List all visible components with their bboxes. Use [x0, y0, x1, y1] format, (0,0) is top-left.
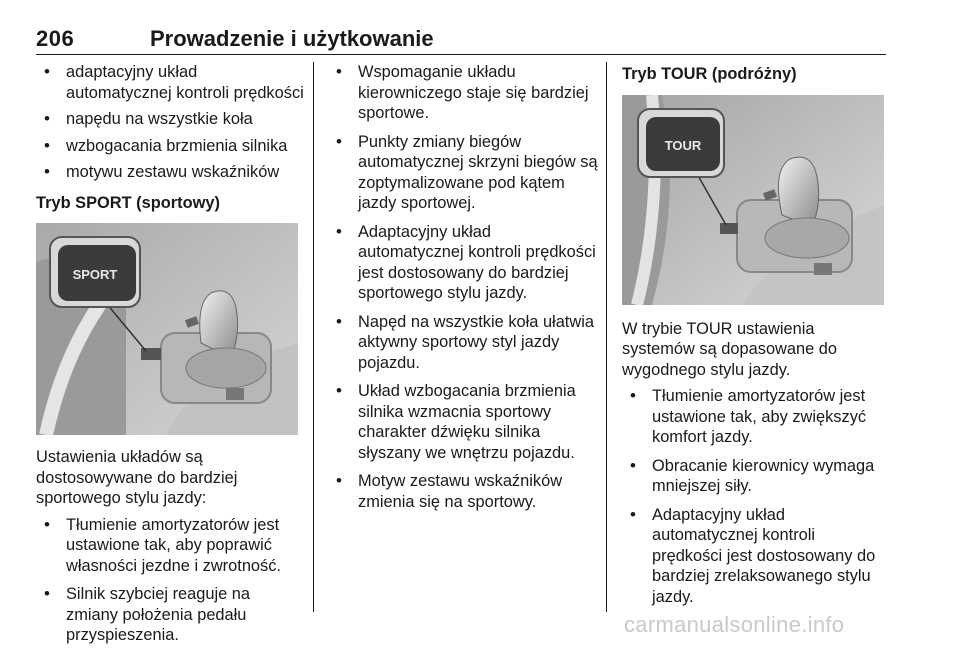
chapter-title: Prowadzenie i użytkowanie [150, 26, 434, 51]
list-item: • Obracanie kierownicy wymaga mniejszej siły. [622, 456, 888, 497]
tour-button-label: TOUR [664, 137, 702, 153]
sport-button-illustration [36, 223, 298, 435]
tour-mode-heading: Tryb TOUR (podróżny) [622, 65, 797, 83]
list-item: • Wspomaganie układu kierowniczego staje się bardziej sportowe. [328, 62, 598, 124]
list-item: • wzbogacania brzmienia silnika [36, 136, 304, 157]
list-item: • Adaptacyjny układ automatycznej kontroli prędkości jest dostosowany do bardziej sportowego stylu jazdy. [328, 222, 598, 304]
tour-console-drawing [622, 95, 884, 305]
list-item: • Motyw zestawu wskaźników zmienia się na sportowy. [328, 471, 598, 512]
sport-button-label: SPORT [72, 267, 118, 282]
list-item: • Tłumienie amortyzatorów jest ustawione tak, aby zwiększyć komfort jazdy. [622, 386, 888, 448]
list-item: • Tłumienie amortyzatorów jest ustawione tak, aby poprawić własności jezdne i zwrotność. [36, 515, 304, 577]
tour-bullet-list [622, 386, 888, 607]
page-number: 206 [36, 26, 75, 51]
list-item: • motywu zestawu wskaźników [36, 162, 304, 183]
list-item: • Układ wzbogacania brzmienia silnika wzmacnia sportowy charakter dźwięku silnika słyszany we wnętrzu pojazdu. [328, 381, 598, 463]
list-item: • Punkty zmiany biegów automatycznej skrzyni biegów są zoptymalizowane pod kątem jazdy sportowej. [328, 132, 598, 214]
tour-intro-text: W trybie TOUR ustawienia systemów są dopasowane do wygodnego stylu jazdy. [622, 319, 838, 379]
column-divider [606, 62, 607, 612]
list-item: • Napęd na wszystkie koła ułatwia aktywny sportowy styl jazdy pojazdu. [328, 312, 598, 374]
sport-mode-heading: Tryb SPORT (sportowy) [36, 193, 220, 212]
list-item: • adaptacyjny układ automatycznej kontroli prędkości [36, 62, 304, 103]
column-2 [328, 62, 598, 520]
list-item: • napędu na wszystkie koła [36, 109, 304, 130]
top-bullet-list [36, 62, 304, 183]
column-divider [313, 62, 314, 612]
sport-bullet-list [36, 515, 304, 646]
list-item: • Adaptacyjny układ automatycznej kontroli prędkości jest dostosowany do bardziej zrelaksowanego stylu jazdy. [622, 505, 888, 608]
watermark: carmanualsonline.info [624, 612, 845, 637]
page-header [36, 20, 886, 55]
column-1 [36, 62, 304, 654]
sport-intro-text: Ustawienia układów są dostosowywane do bardziej sportowego stylu jazdy: [36, 448, 238, 507]
sport-details-list [328, 62, 598, 512]
column-3 [622, 62, 888, 615]
list-item: • Silnik szybciej reaguje na zmiany położenia pedału przyspieszenia. [36, 584, 304, 646]
sport-console-drawing [36, 223, 298, 435]
tour-button-illustration [622, 95, 884, 305]
